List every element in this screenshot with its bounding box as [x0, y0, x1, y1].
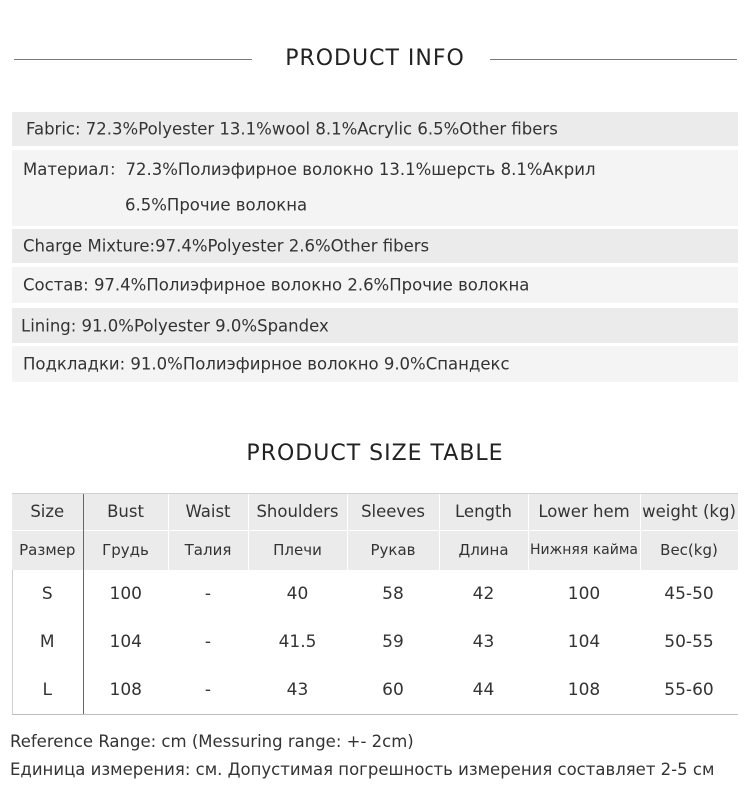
- reference-range-note-ru: Единица измерения: см. Допустимая погрешность измерения составляет 2-5 см: [10, 760, 715, 779]
- size-cell: S: [12, 570, 83, 618]
- table-cell: 50-55: [664, 631, 714, 652]
- header-cell-ru: Талия: [168, 530, 248, 569]
- info-row-sostav: [12, 267, 738, 303]
- table-cell: 45-50: [664, 583, 714, 604]
- table-cell: 43: [248, 666, 347, 714]
- info-row-charge-mixture: [12, 229, 738, 263]
- header-cell-ru: Длина: [439, 530, 528, 569]
- header-cell: Bust: [83, 494, 168, 530]
- table-cell: 58: [382, 583, 404, 604]
- table-cell: 55-60: [640, 666, 738, 714]
- table-header-row: [12, 494, 738, 530]
- table-cell: 108: [83, 666, 168, 714]
- table-cell: 104: [109, 631, 142, 652]
- table-cell: 41.5: [278, 631, 317, 652]
- table-cell: 43: [472, 631, 495, 652]
- table-cell: 100: [567, 583, 601, 604]
- info-text: Lining: 91.0%Polyester 9.0%Spandex: [21, 316, 329, 335]
- table-row: [12, 570, 738, 618]
- table-cell: 40: [286, 583, 309, 604]
- size-table-title: PRODUCT SIZE TABLE: [246, 441, 504, 466]
- info-text: Fabric: 72.3%Polyester 13.1%wool 8.1%Acrylic 6.5%Other fibers: [26, 119, 558, 139]
- product-info-title: PRODUCT INFO: [285, 46, 465, 71]
- table-cell: -: [204, 583, 212, 604]
- size-table-header: [0, 435, 750, 475]
- header-cell: Size: [12, 494, 83, 530]
- info-text: Материал：72.3%Полиэфирное волокно 13.1%шерсть 8.1%Акрил: [23, 160, 596, 179]
- table-row: [12, 618, 738, 666]
- table-cell: 44: [439, 666, 528, 714]
- table-header-row-ru: [12, 530, 738, 569]
- table-cell: 59: [382, 631, 404, 652]
- header-cell: Sleeves: [347, 494, 439, 530]
- info-text: 6.5%Прочие волокна: [125, 195, 308, 215]
- header-cell: Waist: [168, 494, 248, 530]
- table-row: [12, 666, 738, 714]
- table-cell: 60: [347, 666, 439, 714]
- header-cell-ru: Вес(kg): [640, 530, 738, 569]
- header-cell-ru: Плечи: [248, 530, 347, 569]
- table-cell: 42: [472, 583, 495, 604]
- info-row-fabric: [12, 112, 738, 146]
- info-text: Состав: 97.4%Полиэфирное волокно 2.6%Прочие волокна: [23, 275, 530, 295]
- table-cell: -: [204, 631, 212, 652]
- table-cell: -: [168, 666, 248, 714]
- table-cell: 108: [528, 666, 640, 714]
- table-cell: 104: [567, 631, 601, 652]
- info-text: Charge Mixture:97.4%Polyester 2.6%Other fibers: [23, 236, 430, 256]
- info-row-lining: [12, 308, 738, 343]
- header-cell-ru: Грудь: [83, 530, 168, 569]
- reference-range-note: Reference Range: cm (Messuring range: +- 2cm): [10, 732, 414, 751]
- info-row-podkladki: [12, 346, 738, 382]
- size-cell: M: [12, 618, 83, 666]
- info-text: Подкладки: 91.0%Полиэфирное волокно 9.0%Спандекс: [23, 354, 510, 374]
- header-cell: Lower hem: [528, 494, 640, 530]
- header-cell: Length: [439, 494, 528, 530]
- divider-right: [490, 59, 737, 60]
- header-cell-ru: Нижняя кайма: [528, 530, 640, 569]
- header-cell-ru: Размер: [12, 530, 83, 569]
- size-table: [12, 494, 739, 715]
- product-info-header: [0, 40, 750, 80]
- header-cell: weight (kg): [640, 494, 738, 530]
- table-cell: 100: [109, 583, 142, 604]
- header-cell: Shoulders: [248, 494, 347, 530]
- info-row-material: [12, 150, 738, 226]
- size-cell: L: [12, 666, 83, 714]
- header-cell-ru: Рукав: [347, 530, 439, 569]
